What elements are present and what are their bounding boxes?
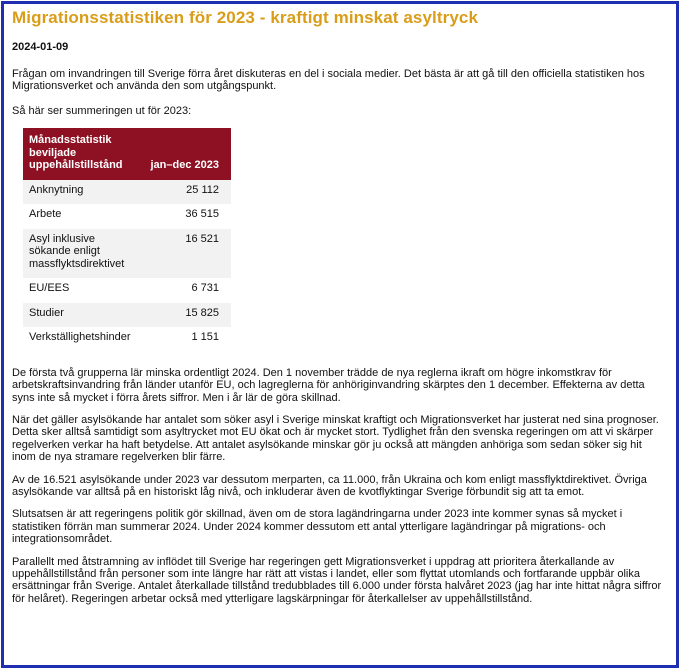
table-row bbox=[23, 303, 231, 328]
statistics-table bbox=[23, 128, 231, 352]
article-paragraphs bbox=[12, 367, 668, 606]
article-date: 2024-01-09 bbox=[12, 41, 69, 53]
article-title: Migrationsstatistiken för 2023 - kraftigt minskat asyltryck bbox=[12, 8, 479, 27]
row-value: 36 515 bbox=[145, 204, 232, 229]
paragraph-asylum: När det gäller asylsökande har antalet som söker asyl i Sverige minskat kraftigt och Migrationsverket har justerat ned sina prognoser. Detta sker alltså samtidigt som asyltrycket mot EU ökat och är mycket stort. Tydlighet från den svenska regeringen om att vi skärper regelverken verkar ha haft betydelse. Att antalet asylsökande minskar gör ju också att mängden anhöriga som sedan söker sig hit inom de nya stramare regelverken blir färre. bbox=[12, 413, 659, 464]
row-value: 16 521 bbox=[145, 229, 232, 279]
table-row bbox=[23, 229, 231, 279]
row-value: 1 151 bbox=[145, 327, 232, 352]
row-label: Asyl inklusive sökande enligt massflyktsdirektivet bbox=[23, 229, 145, 279]
article-frame bbox=[1, 1, 679, 668]
table-header-category: Månadsstatistik beviljade uppehållstillstånd bbox=[23, 128, 145, 180]
row-value: 6 731 bbox=[145, 278, 232, 303]
table-row bbox=[23, 327, 231, 352]
table-row bbox=[23, 180, 231, 205]
intro-paragraph: Frågan om invandringen till Sverige förra året diskuteras en del i sociala medier. Det bästa är att gå till den officiella statistiken hos Migrationsverket och använda den som utgångspunkt. bbox=[12, 68, 645, 93]
table-row bbox=[23, 278, 231, 303]
row-label: Anknytning bbox=[23, 180, 145, 205]
article-body bbox=[4, 4, 676, 605]
table-row bbox=[23, 204, 231, 229]
summary-lead: Så här ser summeringen ut för 2023: bbox=[12, 104, 192, 117]
paragraph-effects: De första två grupperna lär minska ordentligt 2024. Den 1 november trädde de nya reglerna ikraft om högre inkomstkrav för arbetskraftsinvandring från länder utanför EU, och lagreglerna för anhöriginvandring skärptes den 1 december. Effekterna av detta syns inte så mycket i förra årets siffror. Men i år lär de göra skillnad. bbox=[12, 366, 645, 404]
row-value: 15 825 bbox=[145, 303, 232, 328]
table-header-period: jan–dec 2023 bbox=[145, 128, 232, 180]
paragraph-ukraine: Av de 16.521 asylsökande under 2023 var dessutom merparten, ca 11.000, från Ukraina och kom enligt massflyktdirektivet. Övriga asylsökande var alltså på en historiskt låg nivå, och inkluderar även de kvotflyktingar Sverige förbundit sig att ta emot. bbox=[12, 473, 647, 498]
paragraph-conclusion: Slutsatsen är att regeringens politik gör skillnad, även om de stora lagändringarna under 2023 inte kommer synas så mycket i statistiken förrän man summerar 2024. Under 2024 kommer dessutom ett antal ytterligare lagändringar på migrations- och integrationsområdet. bbox=[12, 508, 623, 546]
row-label: EU/EES bbox=[23, 278, 145, 303]
row-label: Studier bbox=[23, 303, 145, 328]
row-label: Arbete bbox=[23, 204, 145, 229]
paragraph-revocation: Parallellt med åtstramning av inflödet till Sverige har regeringen gett Migrationsverket i uppdrag att prioritera återkallande av uppehållstillstånd från personer som inte längre har rätt att vistas i landet, eller som flyttat utomlands och fortfarande uppbär olika ersättningar från Sverige. Antalet återkallade tillstånd tredubblades till 6.000 under första halvåret 2023 (jag har inte hittat några siffror för helåret). Regeringen arbetar också med ytterligare lagskärpningar för återkallelser av uppehållstillstånd. bbox=[12, 555, 662, 605]
table-header-row bbox=[23, 128, 231, 180]
row-value: 25 112 bbox=[145, 180, 232, 205]
row-label: Verkställighetshinder bbox=[23, 327, 145, 352]
